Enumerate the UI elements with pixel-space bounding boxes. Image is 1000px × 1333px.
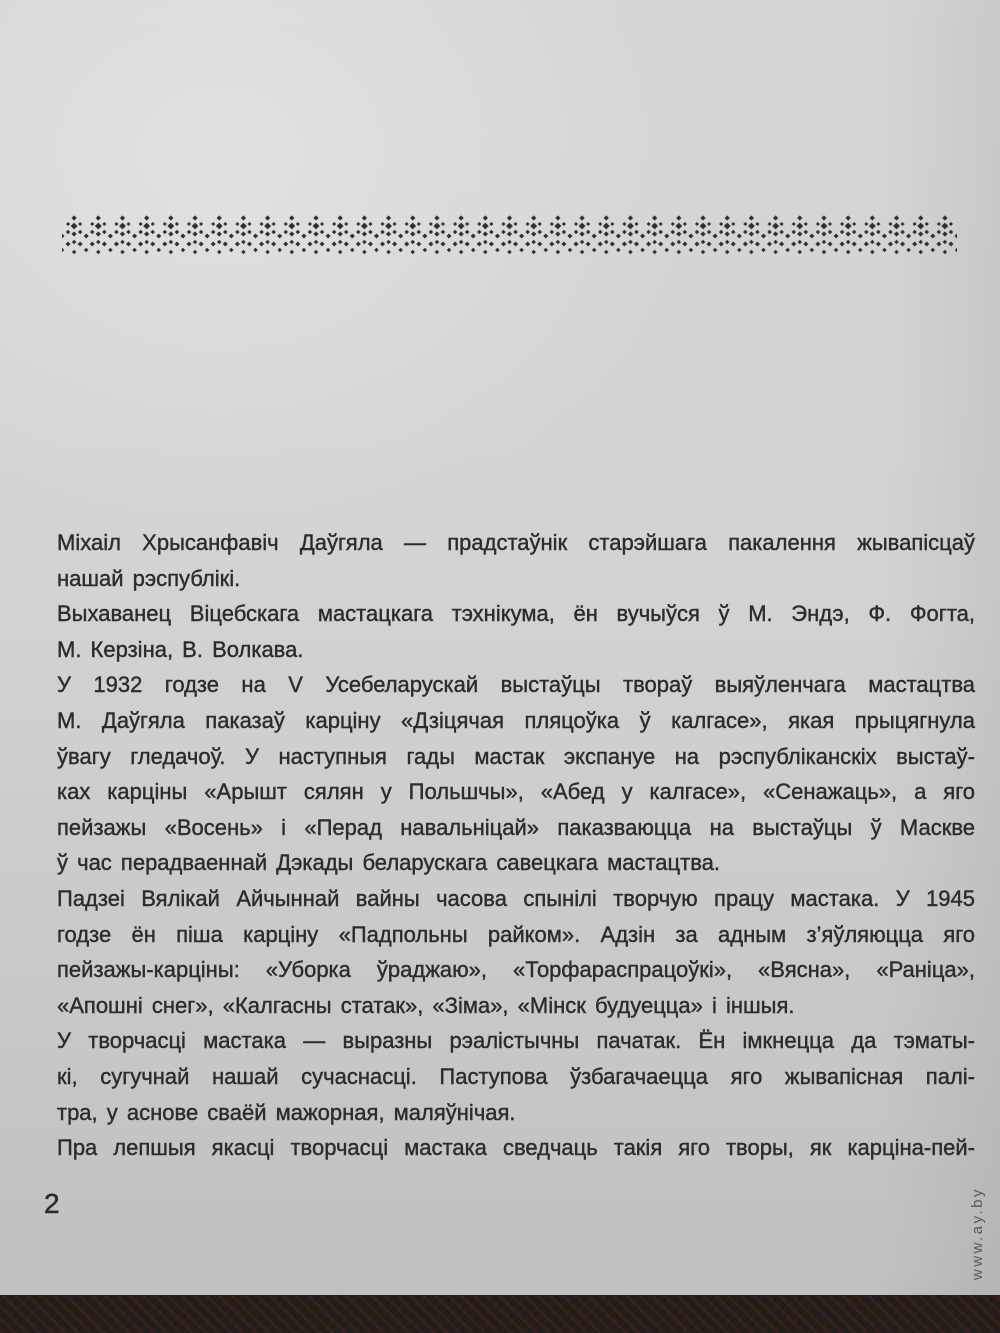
ornament-border: [62, 214, 957, 256]
article-text: [57, 525, 975, 1166]
paragraph: [57, 881, 975, 1023]
text-line: ўвагу гледачоў. У наступныя гады мастак экспануе на рэспубліканскіх выстаў-: [57, 743, 975, 769]
table-surface: [0, 1295, 1000, 1333]
text-line: Падзеі Вялікай Айчыннай вайны часова спынілі творчую працу мастака. У 1945: [57, 885, 975, 911]
text-line: ў час перадваеннай Дэкады беларускага савецкага мастацтва.: [57, 850, 720, 876]
paragraph: [57, 525, 975, 596]
text-line: У 1932 годзе на V Усебеларускай выстаўцы твораў выяўленчага мастацтва: [57, 672, 975, 698]
watermark: [966, 1178, 988, 1290]
text-line: пейзажы-карціны: «Уборка ўраджаю», «Торфараспрацоўкі», «Вясна», «Раніца»,: [57, 957, 975, 983]
text-line: нашай рэспублікі.: [57, 565, 241, 591]
text-line: пейзажы «Восень» і «Перад навальніцай» паказваюцца на выстаўцы ў Маскве: [57, 814, 975, 840]
watermark-text: www.ay.by: [968, 1187, 986, 1281]
text-line: Выхаванец Віцебскага мастацкага тэхнікума, ён вучыўся ў М. Эндэ, Ф. Фогта,: [57, 601, 975, 627]
text-line: У творчасці мастака — выразны рэалістычны пачатак. Ён імкнецца да тэматы-: [57, 1028, 975, 1054]
paragraph: [57, 1130, 975, 1166]
paragraph: [57, 667, 975, 881]
paragraph: [57, 596, 975, 667]
text-line: М. Керзіна, В. Волкава.: [57, 636, 304, 662]
text-line: тра, у аснове сваёй мажорная, маляўнічая.: [57, 1099, 516, 1125]
paragraph: [57, 1023, 975, 1130]
text-line: кі, сугучнай нашай сучаснасці. Паступова ўзбагачаецца яго жывапісная палі-: [57, 1063, 975, 1089]
text-line: Міхаіл Хрысанфавіч Даўгяла — прадстаўнік старэйшага пакалення жывапісцаў: [57, 530, 975, 555]
text-line: годзе ён піша карціну «Падпольны райком». Адзін за адным з’яўляюцца яго: [57, 921, 975, 947]
text-line: ках карціны «Арышт сялян у Польшчы», «Абед у калгасе», «Сенажаць», а яго: [57, 779, 975, 805]
text-line: М. Даўгяла паказаў карціну «Дзіцячая пляцоўка ў калгасе», якая прыцягнула: [57, 707, 975, 733]
page-number: 2: [44, 1188, 60, 1219]
text-line: Пра лепшыя якасці творчасці мастака сведчаць такія яго творы, як карціна-пей-: [57, 1135, 975, 1161]
text-line: «Апошні снег», «Калгасны статак», «Зіма», «Мінск будуецца» і іншыя.: [57, 992, 795, 1018]
